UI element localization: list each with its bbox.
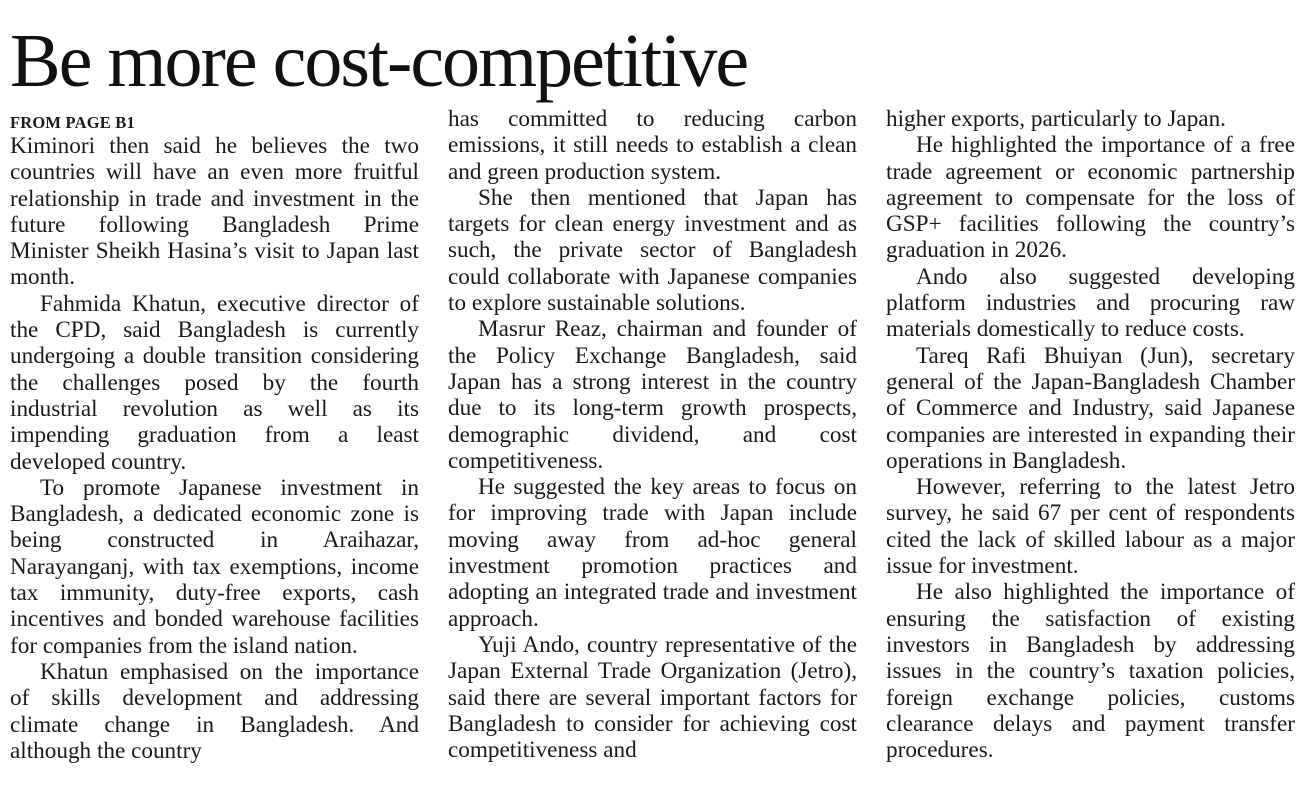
paragraph: Yuji Ando, country representative of the Japan External Trade Organization (Jetro), said there are several important factors for Bangladesh to consider for achieving cost competitiveness and [448, 631, 857, 764]
paragraph: He highlighted the importance of a free trade agreement or economic partnership agreement to compensate for the loss of GSP+ facilities following the country’s graduation in 2026. [886, 132, 1295, 264]
paragraph: Masrur Reaz, chairman and founder of the Policy Exchange Bangladesh, said Japan has a strong interest in the country due to its long-term growth prospects, demographic dividend, and cost competitiveness. [448, 316, 857, 474]
headline: Be more cost-competitive [10, 19, 748, 103]
paragraph: He suggested the key areas to focus on for improving trade with Japan include moving away from ad-hoc general investment promotion practices and adopting an integrated trade and investment approach. [448, 474, 857, 632]
article-column-1 [10, 108, 419, 764]
paragraph: To promote Japanese investment in Bangladesh, a dedicated economic zone is being constructed in Araihazar, Narayanganj, with tax exemptions, income tax immunity, duty-free exports, cash incentives and bonded warehouse facilities for companies from the island nation. [10, 474, 419, 659]
article-column-3 [886, 106, 1295, 763]
paragraph: Ando also suggested developing platform industries and procuring raw materials domestically to reduce costs. [886, 263, 1295, 343]
paragraph: Tareq Rafi Bhuiyan (Jun), secretary general of the Japan-Bangladesh Chamber of Commerce and Industry, said Japanese companies are interested in expanding their operations in Bangladesh. [886, 342, 1295, 474]
continuation-kicker: FROM PAGE B1 [10, 113, 135, 132]
paragraph: She then mentioned that Japan has targets for clean energy investment and as such, the private sector of Bangladesh could collaborate with Japanese companies to explore sustainable solutions. [448, 184, 857, 317]
paragraph: Kiminori then said he believes the two countries will have an even more fruitful relationship in trade and investment in the future following Bangladesh Prime Minister Sheikh Hasina’s visit to Japan last month. [10, 133, 419, 291]
paragraph: has committed to reducing carbon emissions, it still needs to establish a clean and green production system. [448, 106, 857, 185]
paragraph: higher exports, particularly to Japan. [886, 106, 1226, 132]
paragraph: However, referring to the latest Jetro survey, he said 67 per cent of respondents cited the lack of skilled labour as a major issue for investment. [886, 474, 1295, 580]
paragraph: Fahmida Khatun, executive director of the CPD, said Bangladesh is currently undergoing a double transition considering the challenges posed by the fourth industrial revolution as well as its impending graduation from a least developed country. [10, 290, 419, 475]
paragraph: He also highlighted the importance of ensuring the satisfaction of existing investors in Bangladesh by addressing issues in the country’s taxation policies, foreign exchange policies, customs clearance delays and payment transfer procedures. [886, 579, 1295, 764]
paragraph: Khatun emphasised on the importance of skills development and addressing climate change in Bangladesh. And although the country [10, 658, 419, 764]
article-column-2 [448, 106, 857, 763]
